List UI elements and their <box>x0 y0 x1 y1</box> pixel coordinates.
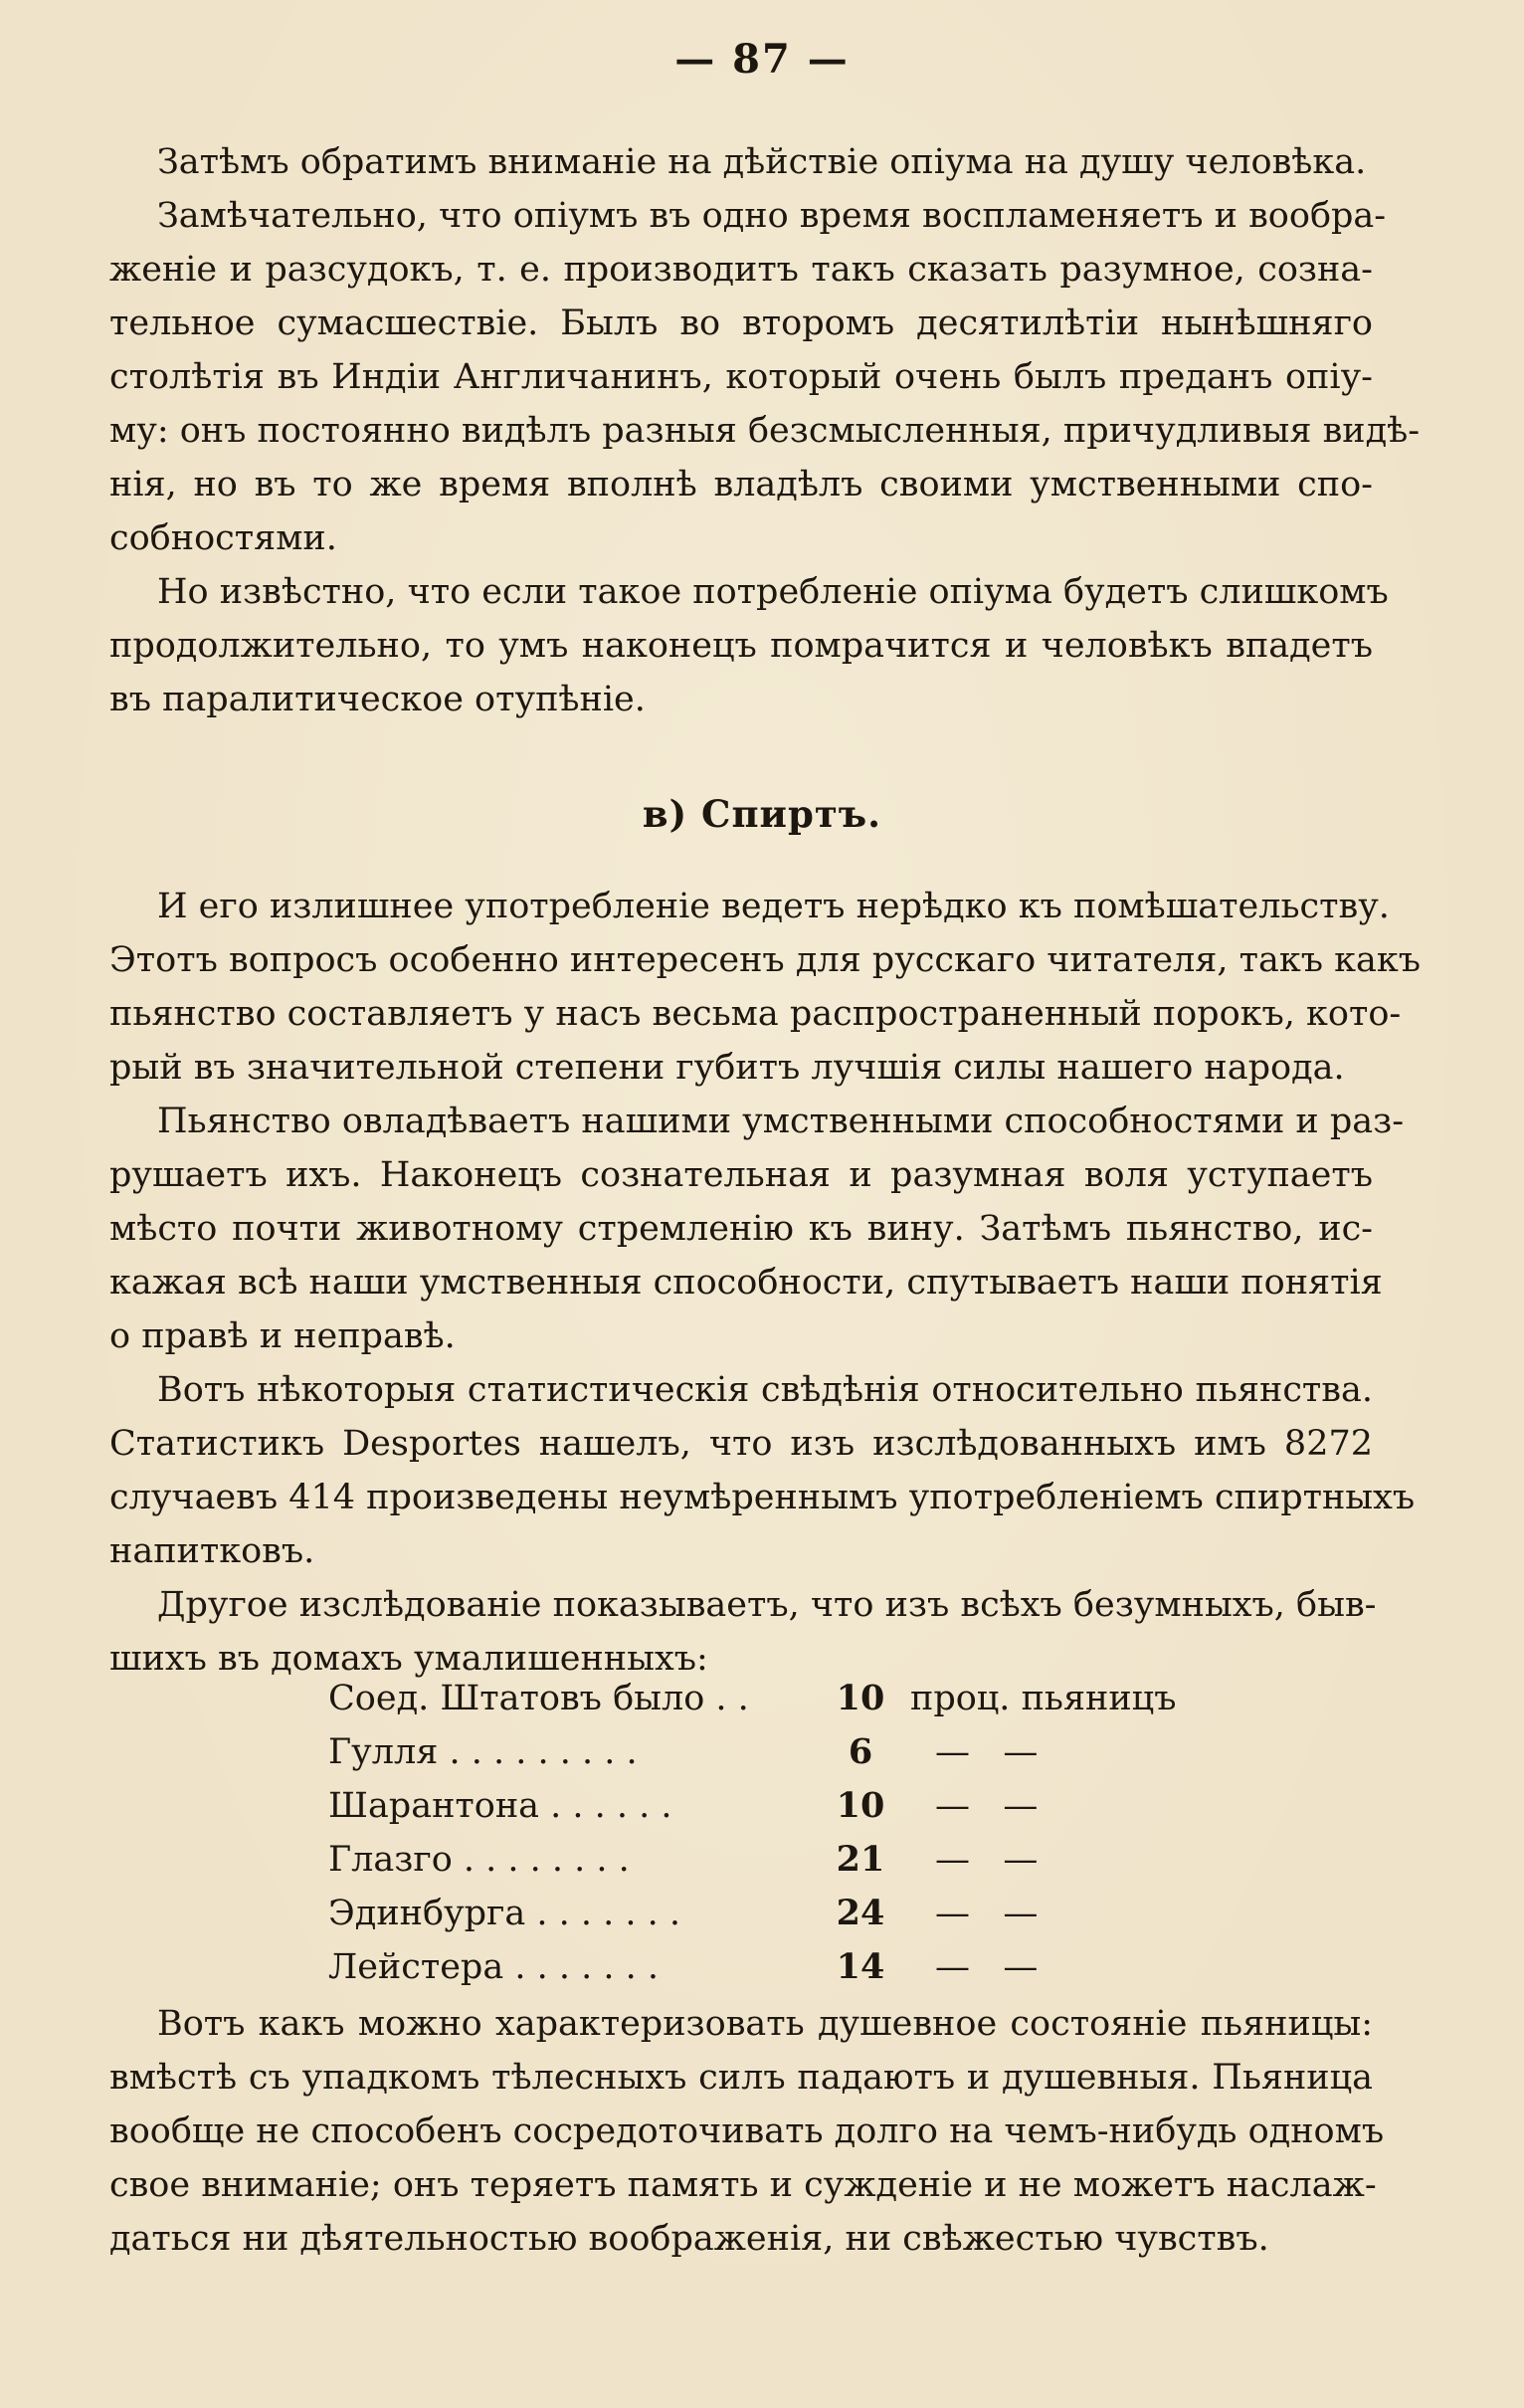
text-top-p1-line3: столѣтія въ Индіи Англичанинъ, который очень былъ преданъ опіу- <box>109 357 1373 397</box>
text-middle-p1-line2: мѣсто почти животному стремленію къ вину. Затѣмъ пьянство, ис- <box>109 1209 1373 1249</box>
table-value: 21 <box>836 1839 885 1880</box>
text-middle-p1-line1: рушаетъ ихъ. Наконецъ сознательная и разумная воля уступаетъ <box>109 1155 1373 1195</box>
table-unit: проц. пьяницъ <box>910 1679 1177 1718</box>
text-middle-p1-line3: кажая всѣ наши умственныя способности, спутываетъ наши понятія <box>109 1263 1383 1303</box>
text-block-middle <box>109 880 1422 1686</box>
text-top-p2-line2: въ паралитическое отупѣніе. <box>109 680 646 719</box>
text-middle-p2-line3: напитковъ. <box>109 1531 315 1571</box>
table-city: Эдинбурга . . . . . . . <box>328 1894 681 1933</box>
text-top-p2-line0: Но извѣстно, что если такое потребленіе опіума будетъ слишкомъ <box>157 572 1389 612</box>
text-bottom-p0-line3: свое вниманіе; онъ теряетъ память и сужденіе и не можетъ наслаж- <box>109 2165 1377 2205</box>
table-ditto-marks: — — <box>935 1840 1039 1880</box>
text-middle-p3-line0: Другое изслѣдованіе показываетъ, что изъ всѣхъ безумныхъ, быв- <box>157 1585 1377 1625</box>
table-city: Гулля . . . . . . . . . <box>328 1732 638 1772</box>
text-top-p1-line2: тельное сумасшествіе. Былъ во второмъ десятилѣтіи нынѣшняго <box>109 303 1373 343</box>
table-ditto-marks: — — <box>935 1786 1039 1826</box>
text-middle-p0-line2: пьянство составляетъ у насъ весьма распространенный порокъ, кото- <box>109 994 1402 1034</box>
table-ditto-marks: — — <box>935 1732 1039 1772</box>
table-value: 10 <box>836 1785 885 1826</box>
text-middle-p0-line3: рый въ значительной степени губитъ лучшія силы нашего народа. <box>109 1048 1345 1088</box>
text-top-p0-line0: Затѣмъ обратимъ вниманіе на дѣйствіе опіума на душу человѣка. <box>157 142 1367 182</box>
page-number: — 87 — <box>674 36 850 83</box>
text-top-p1-line0: Замѣчательно, что опіумъ въ одно время воспламеняетъ и вообра- <box>157 196 1387 236</box>
text-block-top <box>109 135 1421 726</box>
text-top-p1-line1: женіе и разсудокъ, т. е. производитъ такъ сказать разумное, сознa- <box>109 250 1373 290</box>
table-city: Шарантона . . . . . . <box>328 1786 672 1826</box>
text-top-p1-line6: собностями. <box>109 518 337 558</box>
text-bottom-p0-line4: даться ни дѣятельностью воображенія, ни свѣжестью чувствъ. <box>109 2219 1269 2259</box>
table-city: Соед. Штатовъ было . . <box>328 1679 749 1718</box>
table-value: 6 <box>848 1731 873 1772</box>
text-bottom-p0-line2: вообще не способенъ сосредоточивать долго на чемъ-нибудь одномъ <box>109 2111 1385 2151</box>
text-block-bottom <box>109 1997 1385 2266</box>
text-bottom-p0-line1: вмѣстѣ съ упадкомъ тѣлесныхъ силъ падаютъ и душевныя. Пьяница <box>109 2058 1373 2098</box>
text-top-p1-line4: му: онъ постоянно видѣлъ разныя безсмысленныя, причудливыя видѣ- <box>109 411 1421 451</box>
text-top-p2-line1: продолжительно, то умъ наконецъ помрачится и человѣкъ впадетъ <box>109 626 1373 666</box>
table-city: Лейстера . . . . . . . <box>328 1947 659 1987</box>
text-top-p1-line5: нія, но въ то же время вполнѣ владѣлъ своими умственными спо- <box>109 465 1373 504</box>
text-middle-p2-line1: Статистикъ Desportes нашелъ, что изъ изслѣдованныхъ имъ 8272 <box>109 1424 1373 1464</box>
text-middle-p1-line4: о правѣ и неправѣ. <box>109 1316 456 1356</box>
table-value: 10 <box>836 1678 885 1718</box>
text-middle-p2-line0: Вотъ нѣкоторыя статистическія свѣдѣнія относительно пьянства. <box>157 1370 1373 1410</box>
table-ditto-marks: — — <box>935 1894 1039 1933</box>
table-ditto-marks: — — <box>935 1947 1039 1987</box>
table-value: 14 <box>836 1946 885 1987</box>
section-heading: в) Спиртъ. <box>642 792 882 836</box>
text-middle-p0-line0: И его излишнее употребленіе ведетъ нерѣдко къ помѣшательству. <box>157 887 1390 926</box>
text-middle-p0-line1: Этотъ вопросъ особенно интересенъ для русскаго читателя, такъ какъ <box>109 940 1422 980</box>
text-middle-p2-line2: случаевъ 414 произведены неумѣреннымъ употребленіемъ спиртныхъ <box>109 1478 1416 1517</box>
text-middle-p1-line0: Пьянство овладѣваетъ нашими умственными способностями и раз- <box>157 1102 1405 1141</box>
table-city: Глазго . . . . . . . . <box>328 1840 630 1880</box>
table-value: 24 <box>836 1893 885 1933</box>
text-middle-p3-line1: шихъ въ домахъ умалишенныхъ: <box>109 1639 708 1679</box>
text-bottom-p0-line0: Вотъ какъ можно характеризовать душевное состояніе пьяницы: <box>157 2004 1373 2044</box>
